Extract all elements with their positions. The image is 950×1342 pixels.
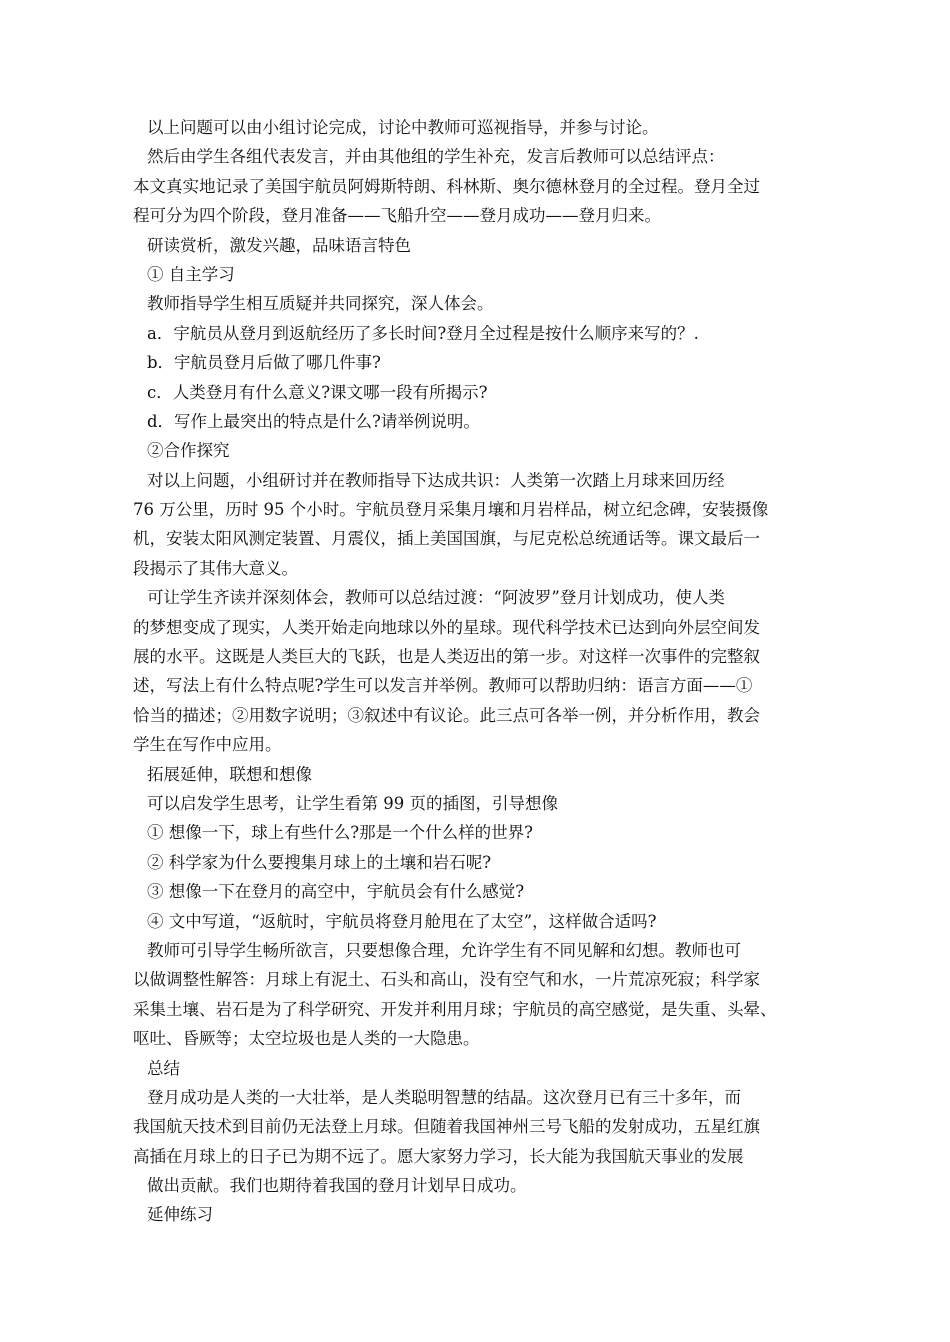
text-line: 学生在写作中应用。 — [133, 735, 282, 755]
text-line: 以做调整性解答：月球上有泥土、石头和高山，没有空气和水，一片荒凉死寂；科学家 — [133, 970, 760, 990]
text-line: ① 自主学习 — [147, 264, 235, 284]
text-line: 述，写法上有什么特点呢?学生可以发言并举例。教师可以帮助归纳：语言方面——① — [133, 676, 753, 696]
text-line: 本文真实地记录了美国宇航员阿姆斯特朗、科林斯、奥尔德林登月的全过程。登月全过 — [133, 176, 760, 196]
text-line: 我国航天技术到目前仍无法登上月球。但随着我国神州三号飞船的发射成功，五星红旗 — [133, 1117, 760, 1137]
text-line: 然后由学生各组代表发言，并由其他组的学生补充，发言后教师可以总结评点： — [147, 147, 725, 167]
text-line: 做出贡献。我们也期待着我国的登月计划早日成功。 — [147, 1176, 527, 1196]
text-line: 延伸练习 — [147, 1205, 213, 1225]
text-line: 研读赏析，激发兴趣，品味语言特色 — [147, 235, 411, 255]
text-line: a．宇航员从登月到返航经历了多长时间?登月全过程是按什么顺序来写的？. — [147, 323, 699, 343]
text-line: 教师可引导学生畅所欲言，只要想像合理，允许学生有不同见解和幻想。教师也可 — [147, 940, 741, 960]
text-line: ③ 想像一下在登月的高空中，宇航员会有什么感觉? — [147, 882, 525, 902]
text-line: ② 科学家为什么要搜集月球上的土壤和岩石呢? — [147, 852, 492, 872]
text-line: 登月成功是人类的一大壮举，是人类聪明智慧的结晶。这次登月已有三十多年，而 — [147, 1087, 741, 1107]
text-line: b．宇航员登月后做了哪几件事? — [147, 353, 381, 373]
text-line: 高插在月球上的日子已为期不远了。愿大家努力学习，长大能为我国航天事业的发展 — [133, 1146, 744, 1166]
text-line: 程可分为四个阶段，登月准备——飞船升空——登月成功——登月归来。 — [133, 206, 661, 226]
text-line: c．人类登月有什么意义?课文哪一段有所揭示? — [147, 382, 488, 402]
text-line: 采集土壤、岩石是为了科学研究、开发并利用月球；宇航员的高空感觉，是失重、头晕、 — [133, 999, 777, 1019]
text-line: ④ 文中写道，“返航时，宇航员将登月舱甩在了太空”，这样做合适吗? — [147, 911, 657, 931]
text-line: ① 想像一下，球上有些什么?那是一个什么样的世界? — [147, 823, 533, 843]
text-line: 对以上问题，小组研讨并在教师指导下达成共识：人类第一次踏上月球来回历经 — [147, 470, 725, 490]
text-line: 恰当的描述；②用数字说明；③叙述中有议论。此三点可各举一例，并分析作用，教会 — [133, 705, 760, 725]
text-line: 拓展延伸，联想和想像 — [147, 764, 312, 784]
text-line: 教师指导学生相互质疑并共同探究，深人体会。 — [147, 294, 494, 314]
text-line: 76 万公里，历时 95 个小时。宇航员登月采集月壤和月岩样品，树立纪念碑，安装摄像 — [133, 500, 769, 520]
text-line: 展的水平。这既是人类巨大的飞跃，也是人类迈出的第一步。对这样一次事件的完整叙 — [133, 647, 760, 667]
text-line: d．写作上最突出的特点是什么?请举例说明。 — [147, 411, 480, 431]
text-line: ②合作探究 — [147, 441, 230, 461]
document-body — [133, 113, 849, 1230]
text-line: 总结 — [147, 1058, 180, 1078]
text-line: 呕吐、昏厥等；太空垃圾也是人类的一大隐患。 — [133, 1029, 480, 1049]
text-line: 可以启发学生思考，让学生看第 99 页的插图，引导想像 — [147, 793, 558, 813]
text-line: 机，安装太阳风测定装置、月震仪，插上美国国旗，与尼克松总统通话等。课文最后一 — [133, 529, 760, 549]
text-line: 可让学生齐读并深刻体会，教师可以总结过渡：“阿波罗”登月计划成功，使人类 — [147, 588, 725, 608]
text-line: 以上问题可以由小组讨论完成，讨论中教师可巡视指导，并参与讨论。 — [147, 118, 659, 137]
text-line: 段揭示了其伟大意义。 — [133, 558, 298, 578]
text-line: 的梦想变成了现实，人类开始走向地球以外的星球。现代科学技术已达到向外层空间发 — [133, 617, 760, 637]
